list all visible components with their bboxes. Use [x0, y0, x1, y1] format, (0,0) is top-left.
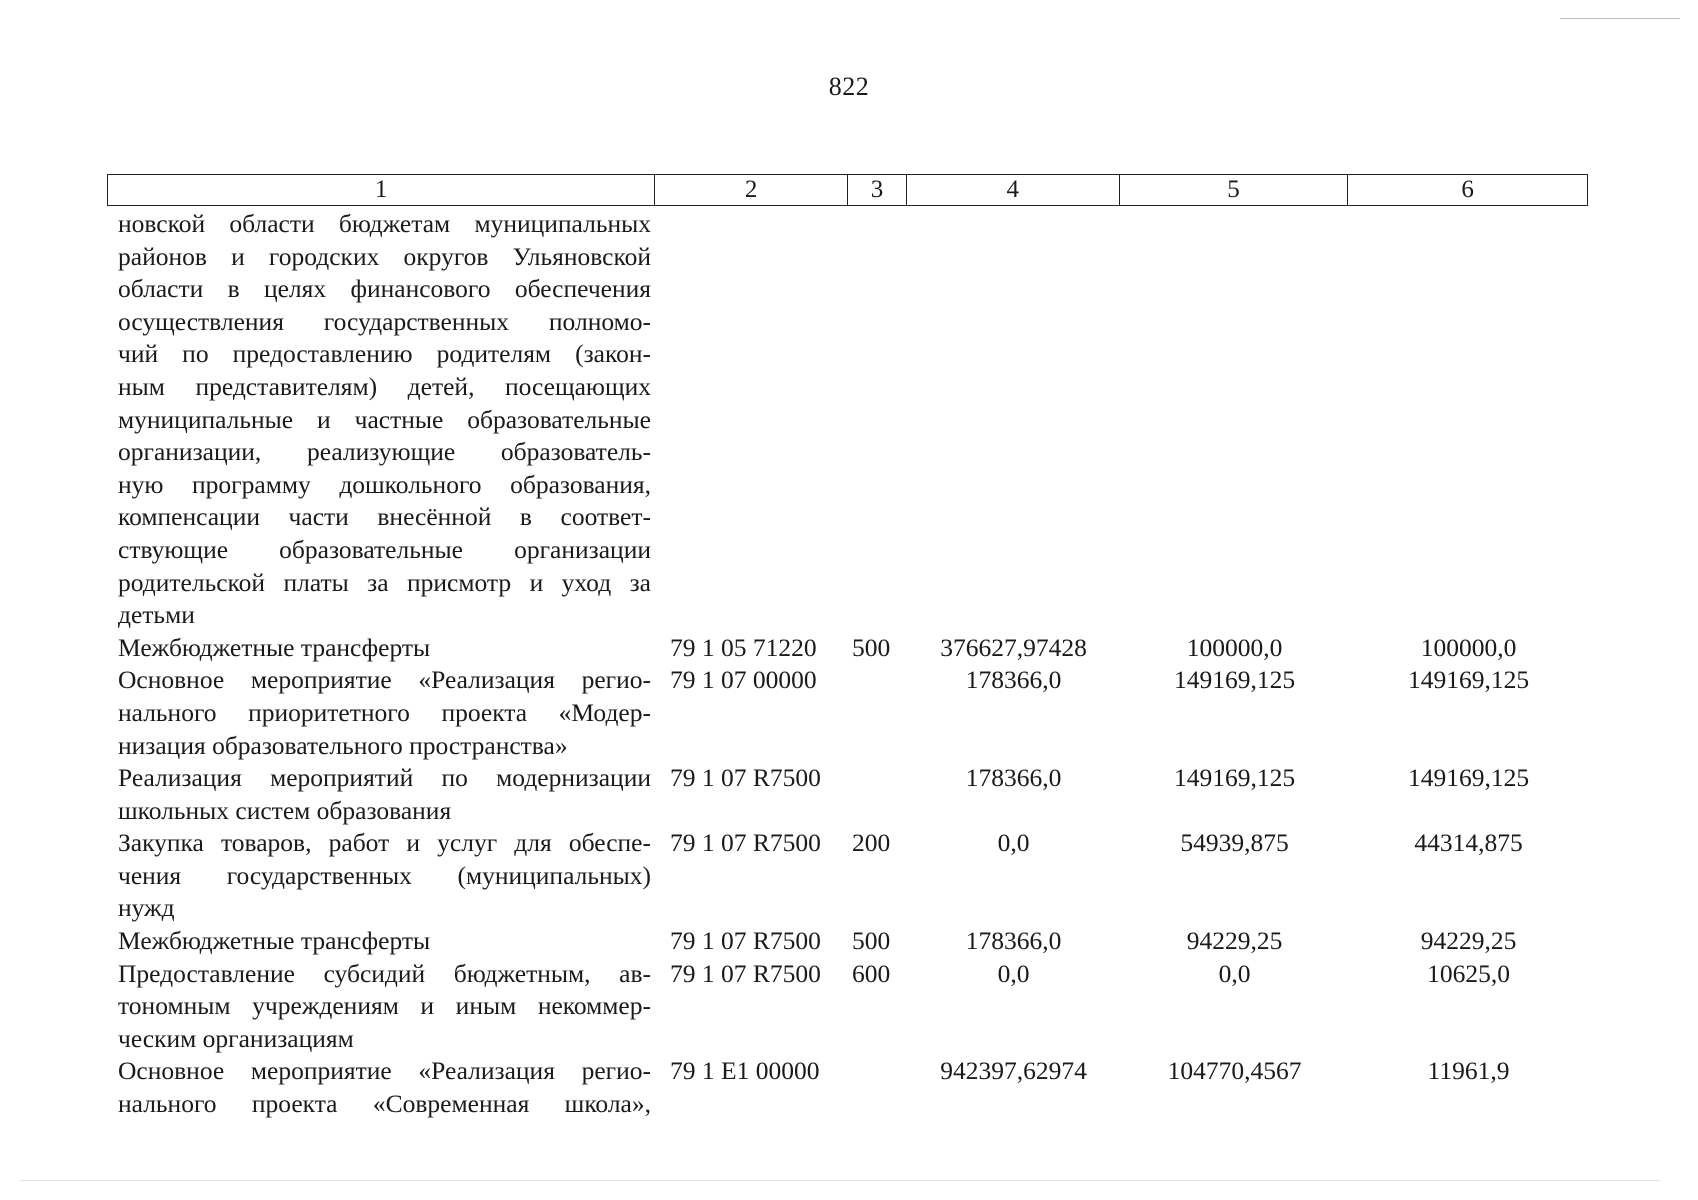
- description-line: ную программу дошкольного образования,: [118, 469, 651, 499]
- description-line: осуществления государственных полномо-: [118, 306, 651, 336]
- row-code: [655, 208, 848, 632]
- row-value-col5: [1120, 208, 1349, 632]
- row-description: [107, 762, 655, 827]
- description-line: нального проекта «Современная школа»,: [118, 1089, 651, 1119]
- table-row: [107, 762, 1588, 827]
- description-line: детьми: [118, 600, 195, 630]
- row-description: [107, 632, 655, 665]
- description-line: ческим организациям: [118, 1023, 354, 1053]
- description-line: районов и городских округов Ульяновской: [118, 241, 651, 271]
- row-code: 79 1 07 R7500: [670, 958, 821, 988]
- row-description: [107, 1055, 655, 1120]
- description-line: ствующие образовательные организации: [118, 534, 651, 564]
- row-value-col4: 178366,0: [965, 763, 1062, 793]
- description-line: нального приоритетного проекта «Модер-: [118, 697, 651, 727]
- table-row: [107, 632, 1588, 665]
- row-code: 79 1 07 R7500: [670, 828, 821, 858]
- header-col-1: 1: [108, 175, 655, 205]
- row-value-col4: [907, 208, 1120, 632]
- scan-artifact: [1560, 18, 1680, 19]
- header-col-6: 6: [1461, 176, 1474, 203]
- table-row: [107, 1055, 1588, 1120]
- description-line: Межбюджетные трансферты: [118, 926, 431, 956]
- row-value-col4: 0,0: [997, 958, 1030, 988]
- row-expense-type: [848, 1055, 907, 1120]
- row-code: 79 1 05 71220: [670, 632, 817, 662]
- table-row: [107, 925, 1588, 958]
- row-value-col6: 100000,0: [1420, 632, 1517, 662]
- row-expense-type: [848, 208, 907, 632]
- row-value-col4: 178366,0: [965, 665, 1062, 695]
- description-line: Межбюджетные трансферты: [118, 632, 431, 662]
- row-value-col6: 11961,9: [1427, 1056, 1510, 1086]
- description-line: низация образовательного пространства»: [118, 730, 568, 760]
- table-row: [107, 958, 1588, 1056]
- table-header: [107, 174, 1588, 206]
- table-body: [107, 208, 1588, 1121]
- description-line: родительской платы за присмотр и уход за: [118, 567, 651, 597]
- row-value-col4: 0,0: [997, 828, 1030, 858]
- table-row: [107, 664, 1588, 762]
- description-line: организации, реализующие образователь-: [118, 437, 651, 467]
- row-description: [107, 958, 655, 1056]
- row-value-col6: 44314,875: [1414, 828, 1523, 858]
- row-value-col4: 376627,97428: [940, 632, 1087, 662]
- row-value-col4: 178366,0: [965, 926, 1062, 956]
- row-expense-type: [848, 762, 907, 827]
- description-line: муниципальные и частные образовательные: [118, 404, 651, 434]
- description-line: Основное мероприятие «Реализация регио-: [118, 1056, 651, 1086]
- description-line: чения государственных (муниципальных): [118, 860, 651, 890]
- description-line: Реализация мероприятий по модернизации: [118, 763, 651, 793]
- description-line: нужд: [118, 893, 175, 923]
- description-line: Закупка товаров, работ и услуг для обеспе-: [118, 828, 651, 858]
- row-expense-type: [848, 664, 907, 762]
- row-expense-type: 500: [852, 632, 891, 662]
- header-col-4: 4: [907, 175, 1120, 205]
- row-code: 79 1 07 R7500: [670, 763, 821, 793]
- row-description: [107, 925, 655, 958]
- row-value-col6: 10625,0: [1427, 958, 1510, 988]
- scan-artifact: [20, 1180, 1660, 1181]
- row-value-col6: [1349, 208, 1588, 632]
- row-code: 79 1 07 00000: [670, 665, 817, 695]
- header-col-2: 2: [655, 175, 848, 205]
- description-line: школьных систем образования: [118, 795, 452, 825]
- row-description: [107, 664, 655, 762]
- description-line: компенсации части внесённой в соответ-: [118, 502, 651, 532]
- description-line: новской области бюджетам муниципальных: [118, 209, 651, 238]
- row-value-col4: 942397,62974: [940, 1056, 1087, 1086]
- row-expense-type: 500: [852, 926, 891, 956]
- description-line: чий по предоставлению родителям (закон-: [118, 339, 651, 369]
- row-value-col5: 0,0: [1218, 958, 1251, 988]
- description-line: тономным учреждениям и иным некоммер-: [118, 991, 651, 1021]
- row-code: 79 1 07 R7500: [670, 926, 821, 956]
- description-line: Основное мероприятие «Реализация регио-: [118, 665, 651, 695]
- row-value-col5: 100000,0: [1186, 632, 1283, 662]
- row-description: [107, 827, 655, 925]
- description-line: ным представителям) детей, посещающих: [118, 371, 651, 401]
- table-row: [107, 827, 1588, 925]
- row-description: [107, 208, 655, 632]
- row-code: 79 1 E1 00000: [670, 1056, 820, 1086]
- header-col-3: 3: [848, 175, 907, 205]
- row-value-col5: 104770,4567: [1167, 1056, 1302, 1086]
- row-value-col6: 94229,25: [1420, 926, 1517, 956]
- description-line: области в целях финансового обеспечения: [118, 274, 651, 304]
- table-row: [107, 208, 1588, 632]
- header-col-5: 5: [1120, 175, 1349, 205]
- row-value-col6: 149169,125: [1407, 665, 1530, 695]
- row-value-col5: 149169,125: [1173, 665, 1296, 695]
- row-value-col5: 94229,25: [1186, 926, 1283, 956]
- row-expense-type: 200: [852, 828, 891, 858]
- row-value-col5: 54939,875: [1180, 828, 1289, 858]
- page-number: 822: [828, 72, 870, 101]
- description-line: Предоставление субсидий бюджетным, ав-: [118, 958, 651, 988]
- row-expense-type: 600: [852, 958, 891, 988]
- row-value-col5: 149169,125: [1173, 763, 1296, 793]
- row-value-col6: 149169,125: [1407, 763, 1530, 793]
